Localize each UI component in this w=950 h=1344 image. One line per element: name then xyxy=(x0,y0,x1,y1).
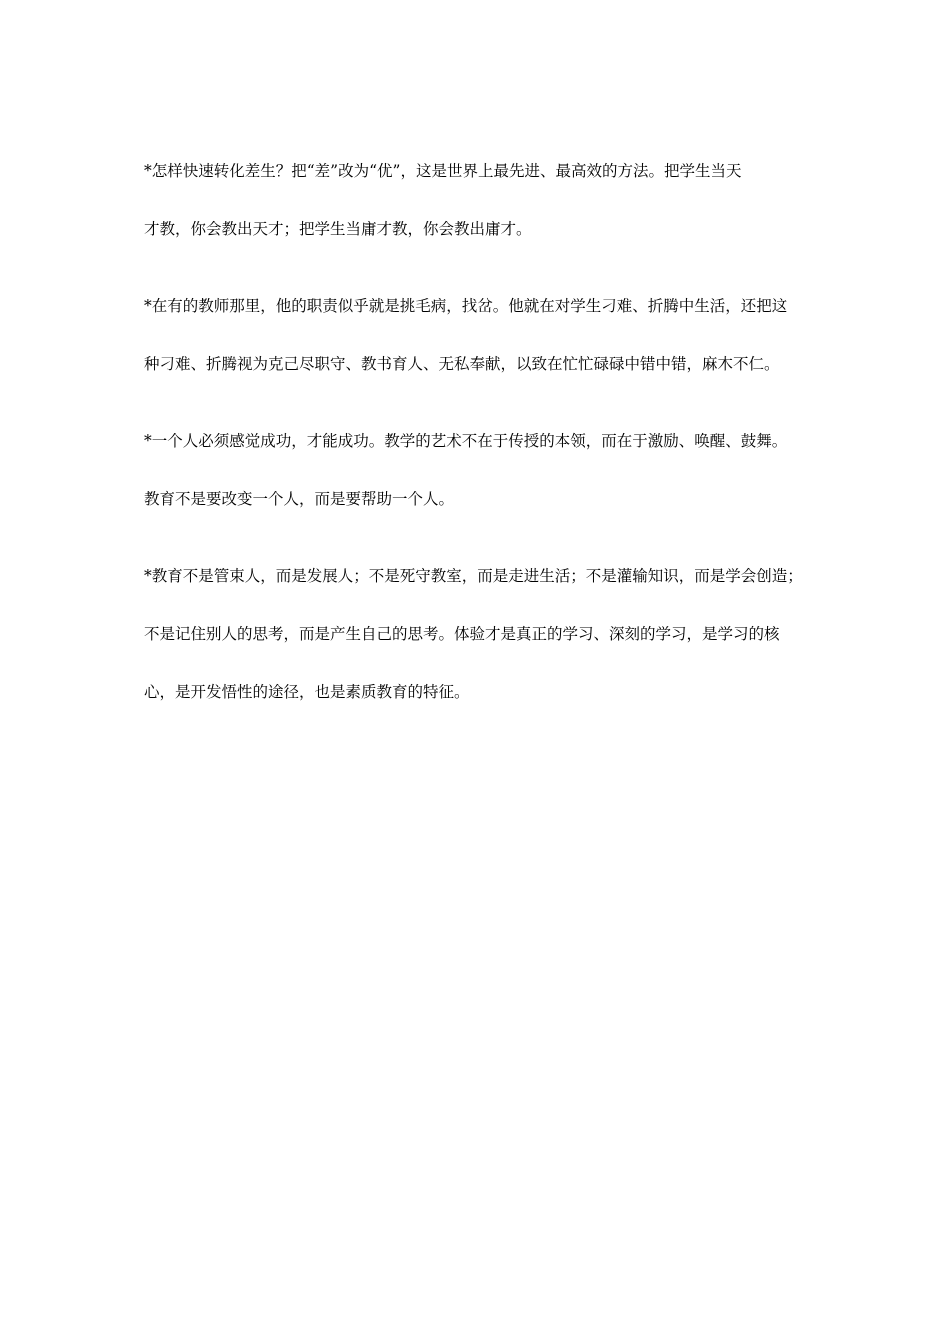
paragraph-line: *教育不是管束人，而是发展人；不是死守教室，而是走进生活；不是灌输知识，而是学会创造； xyxy=(144,567,803,585)
paragraph-convert-poor-students xyxy=(144,160,809,240)
paragraph-line: 心，是开发悟性的途径，也是素质教育的特征。 xyxy=(144,683,470,701)
document-body xyxy=(144,160,809,758)
paragraph-feel-success xyxy=(144,430,809,510)
paragraph-line: *一个人必须感觉成功，才能成功。教学的艺术不在于传授的本领，而在于激励、唤醒、鼓舞。 xyxy=(144,432,788,450)
paragraph-education-development xyxy=(144,565,809,703)
paragraph-teacher-duty xyxy=(144,295,809,375)
paragraph-line: 才教，你会教出天才；把学生当庸才教，你会教出庸才。 xyxy=(144,220,532,238)
paragraph-line: *怎样快速转化差生？把“差”改为“优”，这是世界上最先进、最高效的方法。把学生当天 xyxy=(144,162,742,180)
paragraph-line: 不是记住别人的思考，而是产生自己的思考。体验才是真正的学习、深刻的学习，是学习的核 xyxy=(144,625,780,643)
paragraph-line: 教育不是要改变一个人，而是要帮助一个人。 xyxy=(144,490,455,508)
paragraph-line: 种刁难、折腾视为克己尽职守、教书育人、无私奉献，以致在忙忙碌碌中错中错，麻木不仁。 xyxy=(144,355,780,373)
paragraph-line: *在有的教师那里，他的职责似乎就是挑毛病，找岔。他就在对学生刁难、折腾中生活，还把这 xyxy=(144,297,788,315)
